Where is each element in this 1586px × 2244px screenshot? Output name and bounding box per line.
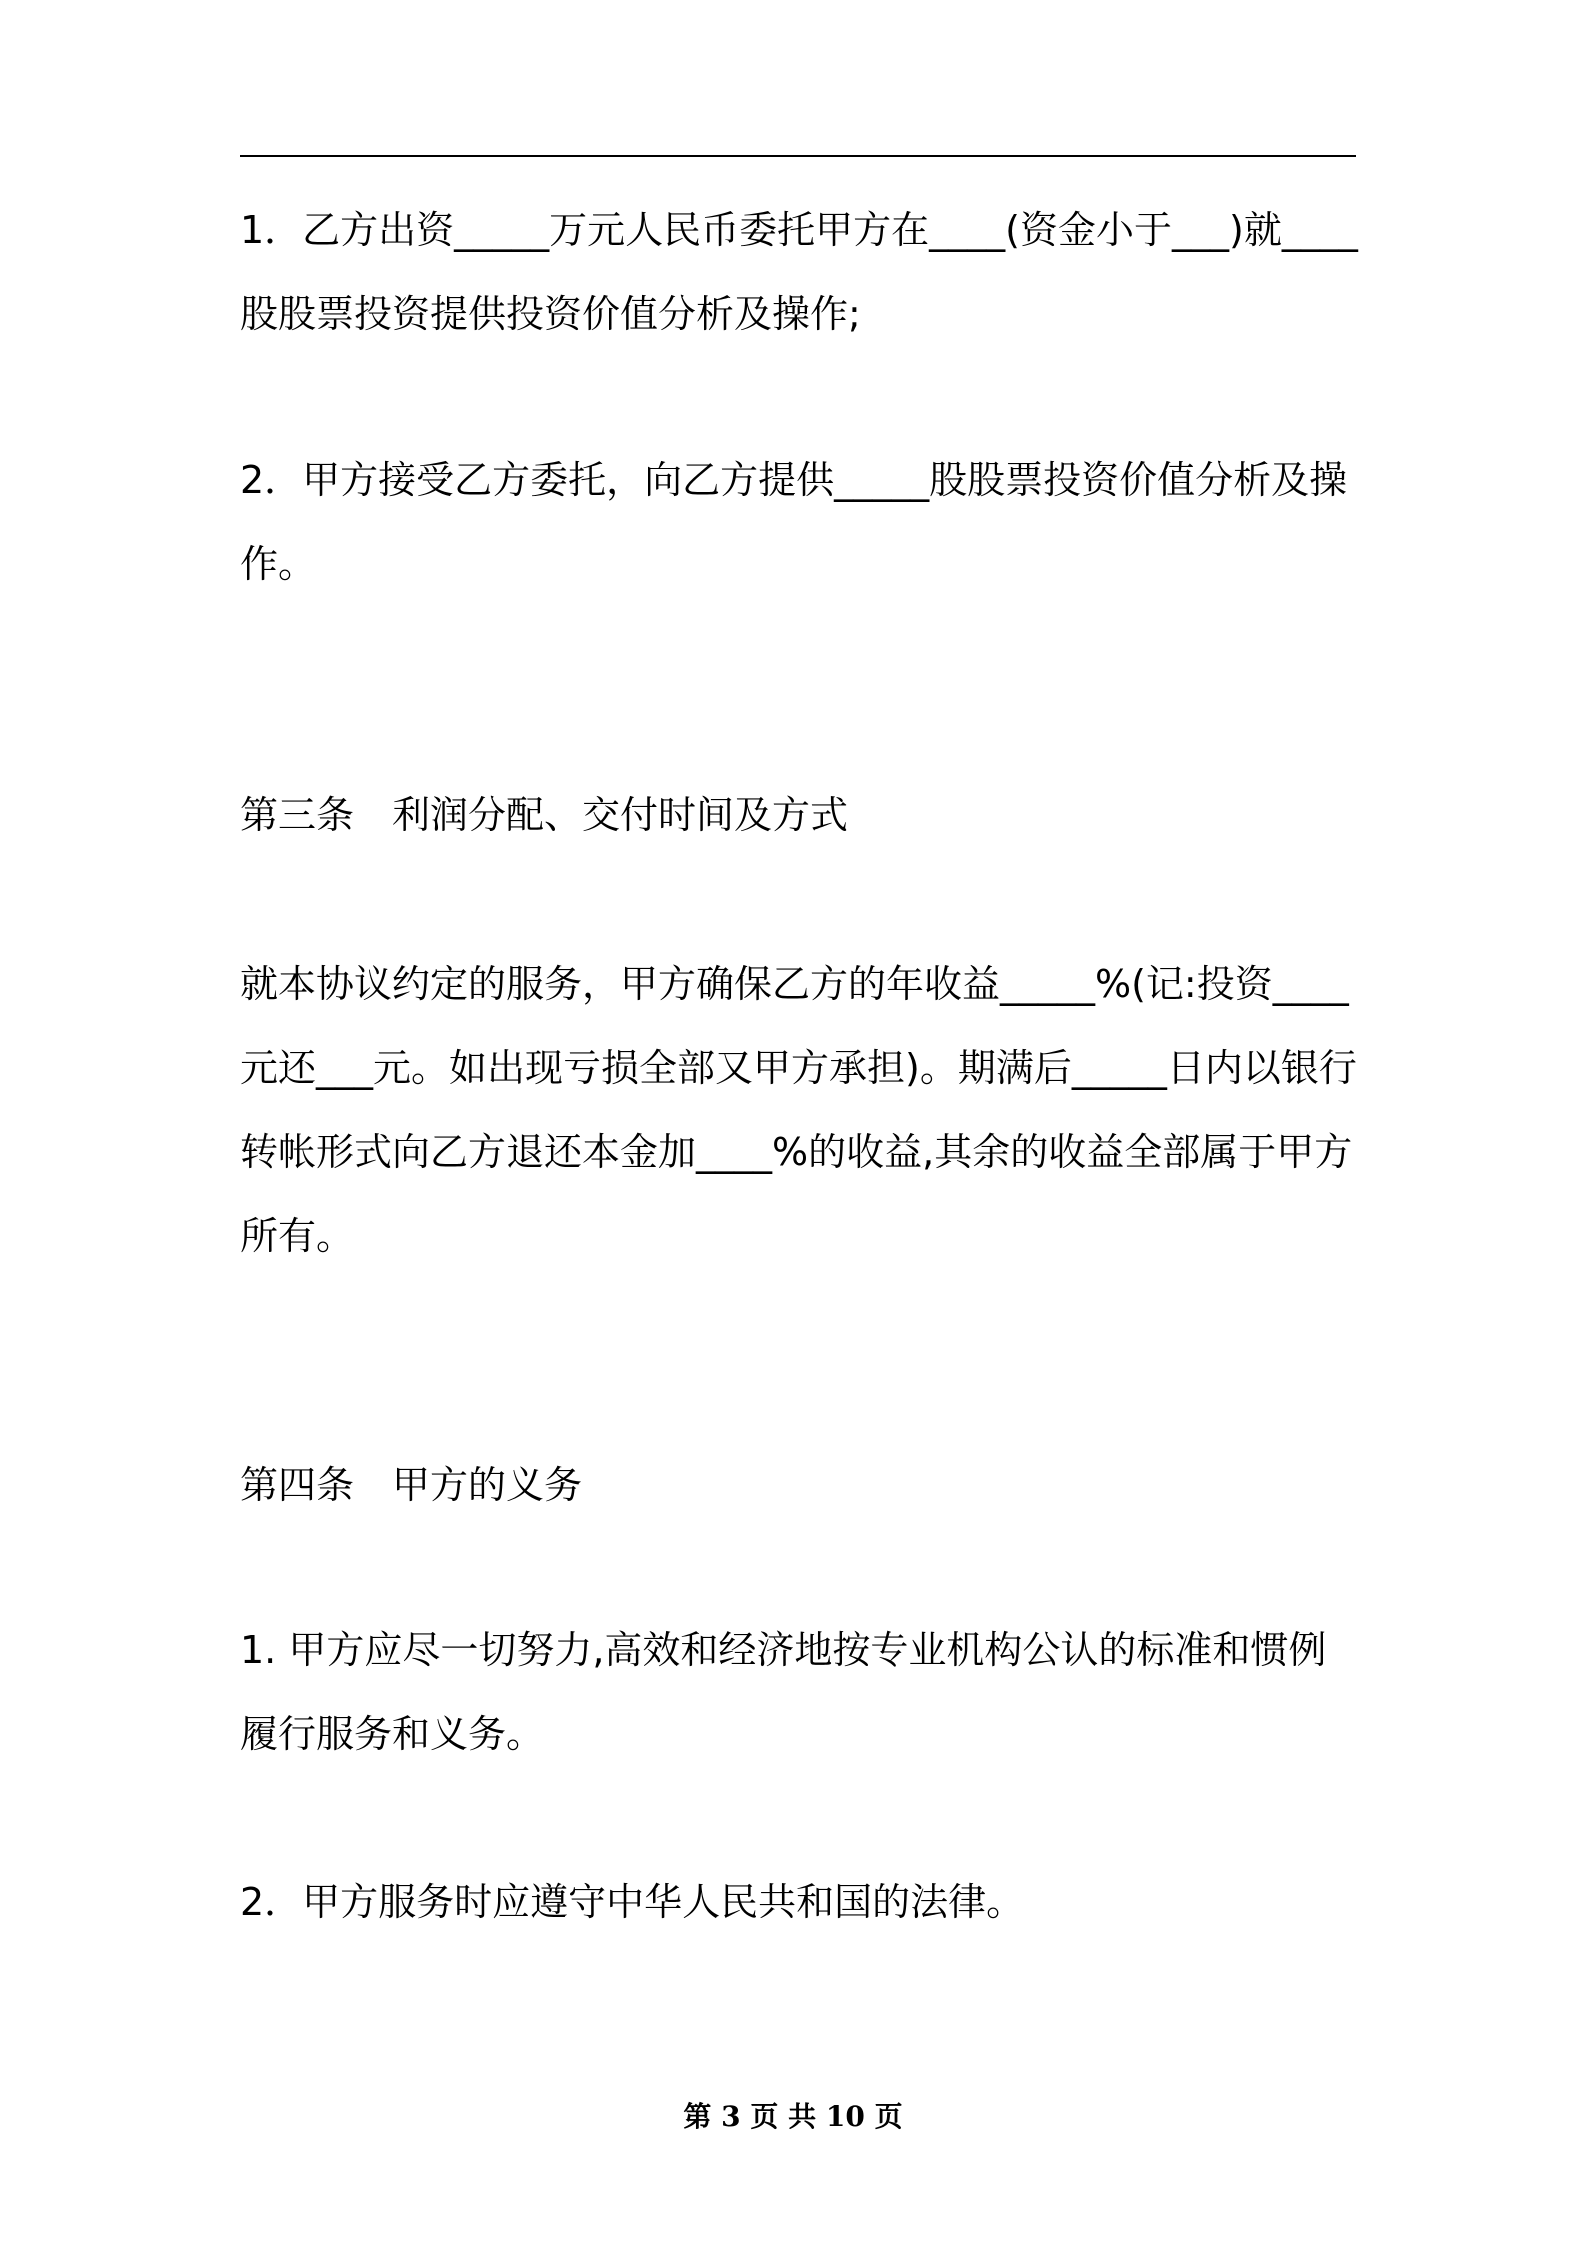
article-4-heading: 第四条 甲方的义务 [240,1463,583,1507]
article-4-item-1: 1. 甲方应尽一切努力,高效和经济地按专业机构公认的标准和惯例履行服务和义务。 [240,1628,1327,1756]
article-3-body: 就本协议约定的服务，甲方确保乙方的年收益_____%(记:投资____元还___元。如出现亏损全部又甲方承担)。期满后_____日内以银行转帐形式向乙方退还本金加____%的收益,其余的收益全部属于甲方所有。 [240,962,1357,1258]
clause-2-item-2: 2．甲方接受乙方委托，向乙方提供_____股股票投资价值分析及操作。 [240,458,1348,586]
article-3-heading: 第三条 利润分配、交付时间及方式 [240,793,849,837]
header-rule [240,155,1356,157]
article-4-item-2: 2．甲方服务时应遵守中华人民共和国的法律。 [240,1880,1025,1924]
clause-2-item-1: 1．乙方出资_____万元人民币委托甲方在____(资金小于___)就____股股票投资提供投资价值分析及操作; [240,208,1358,336]
page-number-footer: 第 3 页 共 10 页 [683,2100,903,2133]
